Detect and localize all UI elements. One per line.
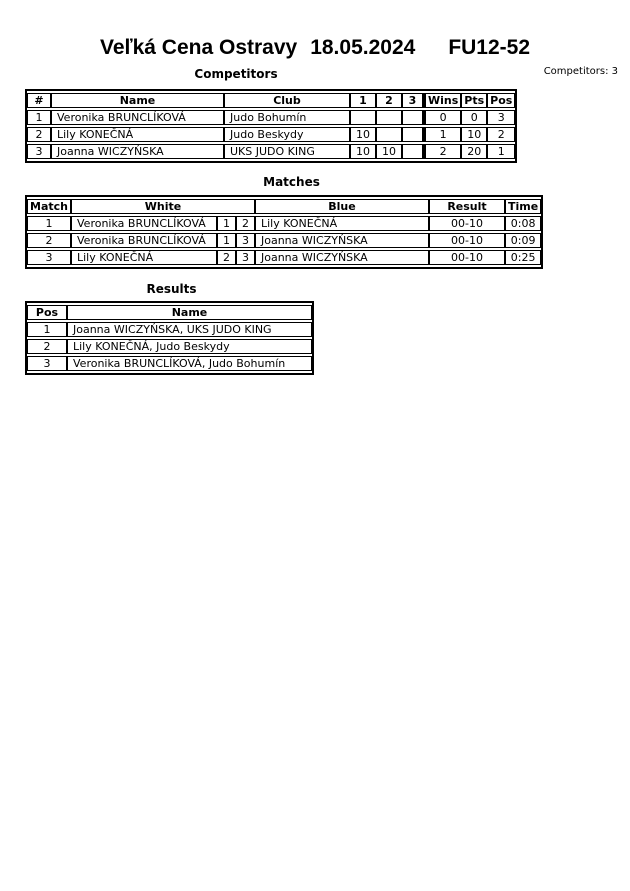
pts-cell: 10 — [461, 127, 487, 142]
competitor-row — [27, 144, 515, 159]
wins-cell: 0 — [423, 110, 461, 125]
result-name-cell: Joanna WICZYŃSKA, UKS JUDO KING — [67, 322, 312, 337]
competitor-club-cell: Judo Beskydy — [224, 127, 350, 142]
header-wins: Wins — [423, 93, 461, 108]
white-seed-cell: 1 — [217, 216, 236, 231]
competitors-heading: Competitors — [194, 67, 278, 81]
competitors-table — [25, 89, 517, 163]
wins-cell: 1 — [423, 127, 461, 142]
white-seed-cell: 2 — [217, 250, 236, 265]
matches-header-row — [27, 199, 541, 214]
match-num-cell: 1 — [27, 216, 71, 231]
round-2-cell — [376, 127, 402, 142]
result-row — [27, 339, 312, 354]
competitor-row — [27, 127, 515, 142]
round-1-cell: 10 — [350, 144, 376, 159]
blue-seed-cell: 2 — [236, 216, 255, 231]
results-heading: Results — [146, 282, 197, 296]
result-cell: 00-10 — [429, 216, 505, 231]
round-3-cell — [402, 127, 423, 142]
competitors-count-label: Competitors: 3 — [543, 66, 618, 77]
result-pos-cell: 1 — [27, 322, 67, 337]
result-cell: 00-10 — [429, 250, 505, 265]
competitor-num-cell: 2 — [27, 127, 51, 142]
competitor-name-cell: Lily KONEČNÁ — [51, 127, 224, 142]
competitor-num-cell: 3 — [27, 144, 51, 159]
result-pos-cell: 2 — [27, 339, 67, 354]
match-row — [27, 233, 541, 248]
result-name-cell: Lily KONEČNÁ, Judo Beskydy — [67, 339, 312, 354]
result-row — [27, 356, 312, 371]
header-pts: Pts — [461, 93, 487, 108]
white-name-cell: Lily KONEČNÁ — [71, 250, 217, 265]
pos-cell: 3 — [487, 110, 515, 125]
header-round-2: 2 — [376, 93, 402, 108]
event-name: Veľká Cena Ostravy — [99, 36, 298, 59]
round-3-cell — [402, 110, 423, 125]
round-1-cell: 10 — [350, 127, 376, 142]
competitors-header-row — [27, 93, 515, 108]
pos-cell: 1 — [487, 144, 515, 159]
header-time: Time — [505, 199, 541, 214]
result-cell: 00-10 — [429, 233, 505, 248]
round-3-cell — [402, 144, 423, 159]
white-seed-cell: 1 — [217, 233, 236, 248]
competitor-name-cell: Veronika BRUNCLÍKOVÁ — [51, 110, 224, 125]
result-name-cell: Veronika BRUNCLÍKOVÁ, Judo Bohumín — [67, 356, 312, 371]
pts-cell: 20 — [461, 144, 487, 159]
header-match: Match — [27, 199, 71, 214]
category-label: FU12-52 — [448, 36, 531, 59]
event-date: 18.05.2024 — [310, 36, 416, 59]
wins-cell: 2 — [423, 144, 461, 159]
competitor-club-cell: Judo Bohumín — [224, 110, 350, 125]
result-pos-cell: 3 — [27, 356, 67, 371]
competitor-row — [27, 110, 515, 125]
pts-cell: 0 — [461, 110, 487, 125]
header-pos: Pos — [27, 305, 67, 320]
pos-cell: 2 — [487, 127, 515, 142]
time-cell: 0:25 — [505, 250, 541, 265]
blue-name-cell: Lily KONEČNÁ — [255, 216, 429, 231]
header-name: Name — [67, 305, 312, 320]
round-2-cell: 10 — [376, 144, 402, 159]
header-club: Club — [224, 93, 350, 108]
header-name: Name — [51, 93, 224, 108]
round-1-cell — [350, 110, 376, 125]
results-header-row — [27, 305, 312, 320]
blue-seed-cell: 3 — [236, 233, 255, 248]
competitor-num-cell: 1 — [27, 110, 51, 125]
matches-heading: Matches — [263, 175, 320, 189]
header-num: # — [27, 93, 51, 108]
blue-name-cell: Joanna WICZYŃSKA — [255, 233, 429, 248]
header-round-1: 1 — [350, 93, 376, 108]
header-white: White — [71, 199, 255, 214]
time-cell: 0:09 — [505, 233, 541, 248]
results-table — [25, 301, 314, 375]
blue-name-cell: Joanna WICZYŃSKA — [255, 250, 429, 265]
time-cell: 0:08 — [505, 216, 541, 231]
white-name-cell: Veronika BRUNCLÍKOVÁ — [71, 216, 217, 231]
header-blue: Blue — [255, 199, 429, 214]
competitor-name-cell: Joanna WICZYŃSKA — [51, 144, 224, 159]
white-name-cell: Veronika BRUNCLÍKOVÁ — [71, 233, 217, 248]
header-result: Result — [429, 199, 505, 214]
result-row — [27, 322, 312, 337]
match-num-cell: 3 — [27, 250, 71, 265]
round-2-cell — [376, 110, 402, 125]
header-pos: Pos — [487, 93, 515, 108]
competitor-club-cell: UKS JUDO KING — [224, 144, 350, 159]
header-round-3: 3 — [402, 93, 423, 108]
match-num-cell: 2 — [27, 233, 71, 248]
blue-seed-cell: 3 — [236, 250, 255, 265]
page-title — [0, 36, 630, 60]
match-row — [27, 250, 541, 265]
match-row — [27, 216, 541, 231]
matches-table — [25, 195, 543, 269]
